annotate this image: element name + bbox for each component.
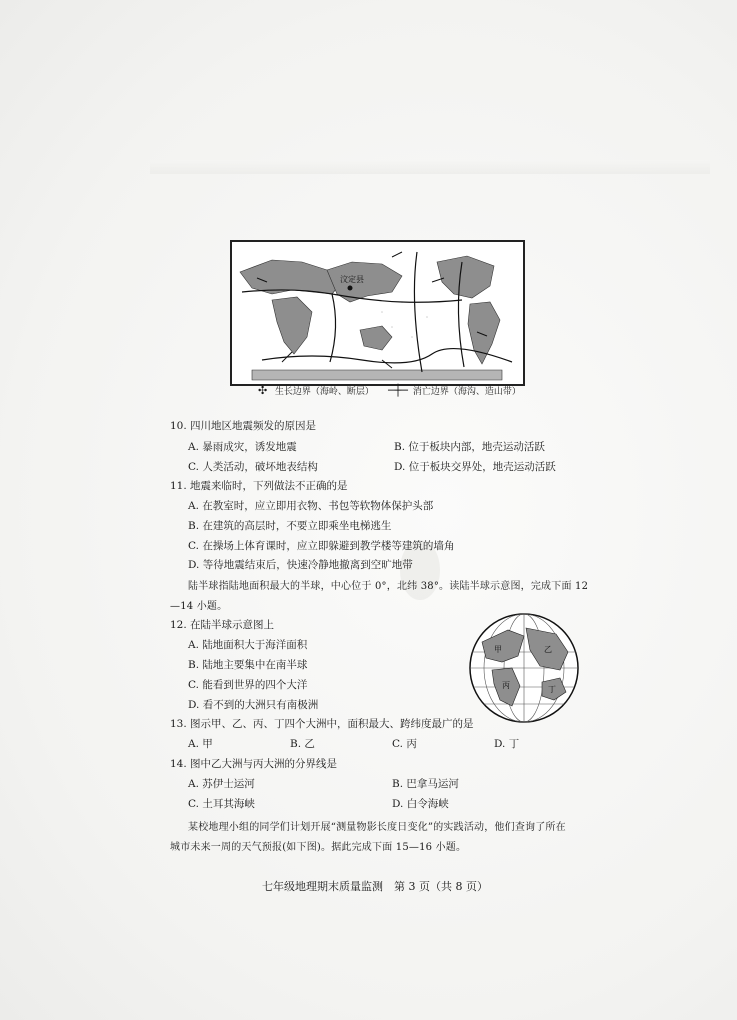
q13-option-a[interactable]: A. 甲 [188,738,213,750]
page-shadow-band [150,160,710,174]
legend-growth-label: 生长边界（海岭、断层） [274,387,374,397]
globe-figure [468,612,580,724]
legend-subduction [388,384,521,397]
land-hemisphere-globe [468,612,580,724]
question-14-stem: 14. 图中乙大洲与丙大洲的分界线是 [170,758,338,770]
globe-label-jia: 甲 [494,645,502,654]
q10-option-d[interactable]: D. 位于板块交界处，地壳运动活跃 [394,461,556,473]
q11-option-b[interactable]: B. 在建筑的高层时，不要立即乘坐电梯逃生 [188,520,392,532]
intro-shadow-line2: 城市未来一周的天气预报(如下图)。据此完成下面 15—16 小题。 [170,842,467,853]
legend-subduction-label: 消亡边界（海沟、造山带） [412,387,521,397]
q10-option-a[interactable]: A. 暴雨成灾，诱发地震 [188,441,297,453]
q12-option-c[interactable]: C. 能看到世界的四个大洋 [188,679,308,691]
page-footer: 七年级地理期末质量监测 第 3 页（共 8 页） [262,880,488,893]
q14-option-c[interactable]: C. 土耳其海峡 [188,798,255,810]
growth-boundary-icon: ✣ [258,384,268,397]
question-13-stem: 13. 图示甲、乙、丙、丁四个大洲中，面积最大、跨纬度最广的是 [170,718,474,730]
q12-option-d[interactable]: D. 看不到的大洲只有南极洲 [188,699,319,711]
q11-option-d[interactable]: D. 等待地震结束后，快速冷静地撤离到空旷地带 [188,559,413,571]
intro-shadow-line1: 某校地理小组的同学们计划开展“测量物影长度日变化”的实践活动，他们查询了所在 [188,822,566,833]
intro-land-line2: —14 小题。 [170,601,228,612]
globe-label-yi: 乙 [544,645,552,654]
q13-option-c[interactable]: C. 丙 [392,738,417,750]
q11-option-c[interactable]: C. 在操场上体育课时，应立即躲避到教学楼等建筑的墙角 [188,540,455,552]
sichuan-label: 汶定县 [340,275,364,284]
q14-option-b[interactable]: B. 巴拿马运河 [392,778,459,790]
question-12-stem: 12. 在陆半球示意图上 [170,619,275,631]
q14-option-a[interactable]: A. 苏伊士运河 [188,778,255,790]
q13-option-d[interactable]: D. 丁 [494,738,520,750]
q10-option-c[interactable]: C. 人类活动，破坏地表结构 [188,461,318,473]
q13-option-b[interactable]: B. 乙 [290,738,315,750]
world-map-figure [232,242,523,384]
q12-option-b[interactable]: B. 陆地主要集中在南半球 [188,659,308,671]
globe-label-ding: 丁 [548,685,556,694]
intro-land-line1: 陆半球指陆地面积最大的半球，中心位于 0°，北纬 38°。读陆半球示意图，完成下面 12 [188,581,589,592]
q11-option-a[interactable]: A. 在教室时，应立即用衣物、书包等软物体保护头部 [188,500,434,512]
globe-label-bing: 丙 [502,681,510,690]
plate-boundary-map [230,240,525,386]
sichuan-marker [348,286,353,291]
question-11-stem: 11. 地震来临时，下列做法不正确的是 [170,480,348,492]
legend-growth [258,384,374,397]
q10-option-b[interactable]: B. 位于板块内部，地壳运动活跃 [394,441,545,453]
q12-option-a[interactable]: A. 陆地面积大于海洋面积 [188,639,308,651]
subduction-boundary-icon: ─┼─ [388,384,408,397]
q14-option-d[interactable]: D. 白令海峡 [392,798,449,810]
question-10-stem: 10. 四川地区地震频发的原因是 [170,420,317,432]
